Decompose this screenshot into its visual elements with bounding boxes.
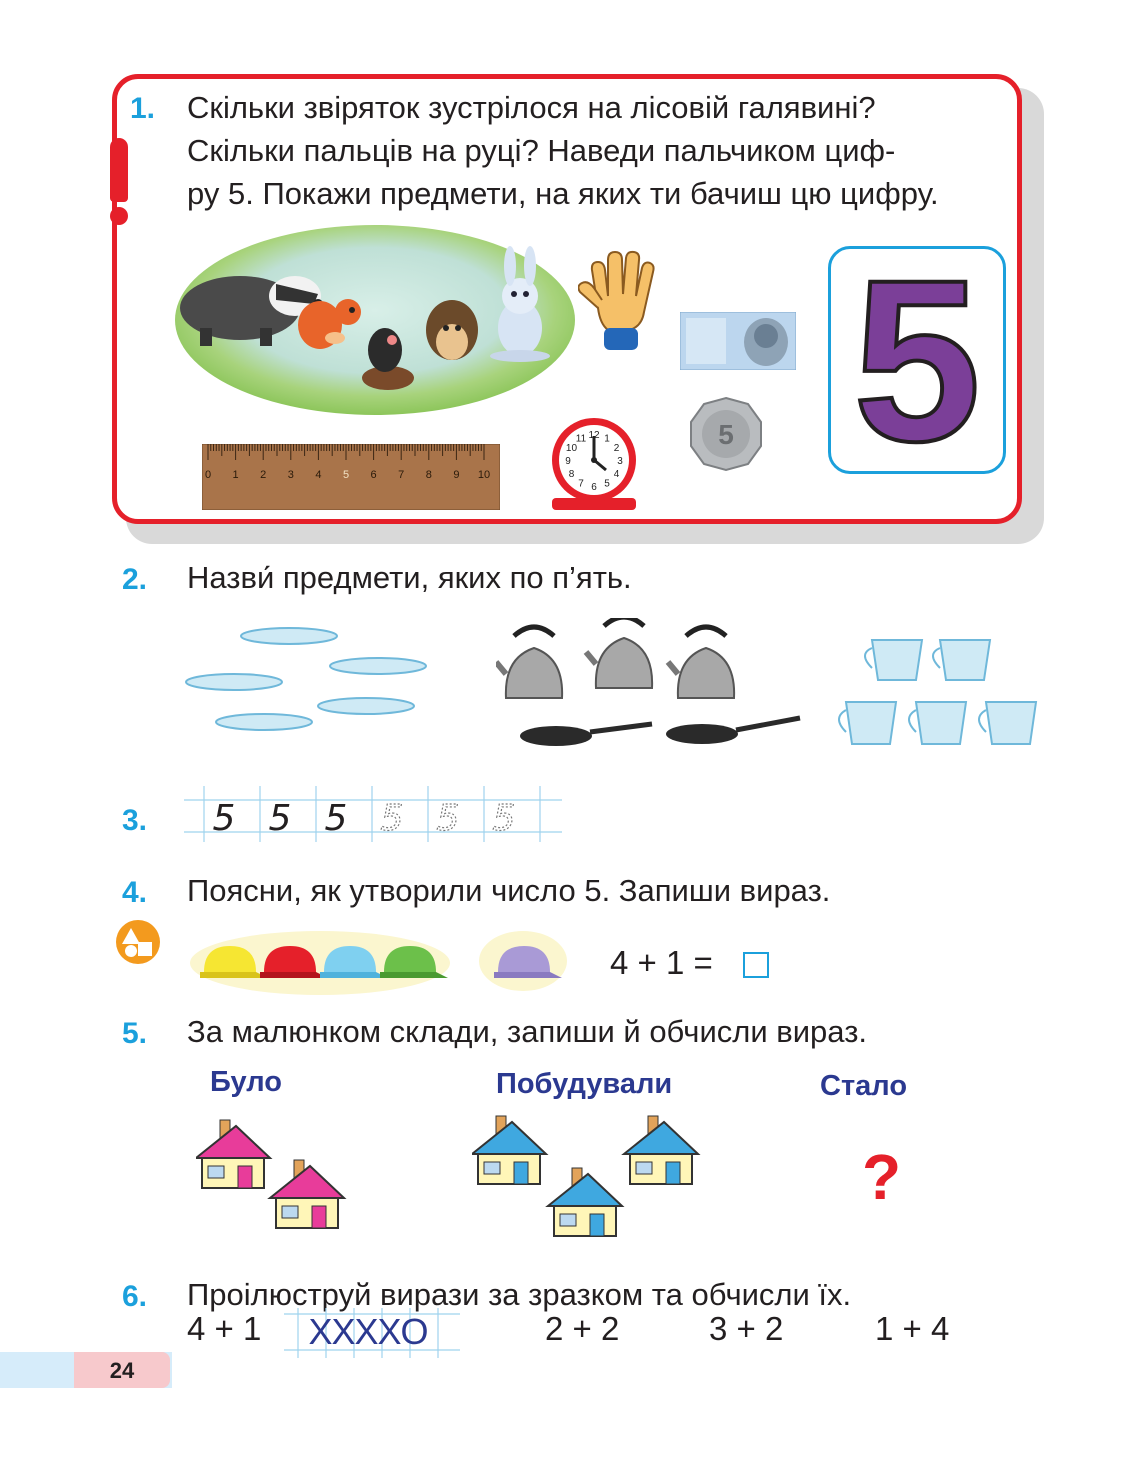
clock-number: 5 bbox=[604, 478, 610, 490]
task2-text: Назви́ предмети, яких по п’ять. bbox=[187, 560, 632, 595]
task1-number: 1. bbox=[130, 92, 156, 125]
plate-icon bbox=[330, 658, 426, 674]
frying-pan-icon bbox=[666, 718, 800, 744]
sample-digit: 5 bbox=[324, 798, 348, 839]
ruler-label: 5 bbox=[342, 469, 350, 481]
caps-group-one bbox=[478, 930, 568, 992]
page-number: 24 bbox=[109, 1358, 135, 1383]
ruler-label: 1 bbox=[232, 469, 239, 481]
cup-icon bbox=[865, 640, 922, 680]
frying-pan-icon bbox=[520, 724, 652, 746]
cup-icon bbox=[839, 702, 896, 744]
trace-digit: 5 bbox=[492, 798, 516, 839]
answer-box[interactable] bbox=[743, 952, 769, 978]
house-icon-blue bbox=[624, 1116, 698, 1184]
houses-was bbox=[196, 1110, 356, 1240]
plate-icon bbox=[241, 628, 337, 644]
clock-number: 12 bbox=[588, 430, 600, 441]
cups-group bbox=[832, 634, 1042, 750]
clock-number: 8 bbox=[568, 469, 575, 480]
clock-number: 9 bbox=[565, 456, 571, 467]
kettle-icon bbox=[668, 627, 734, 698]
label-built: Побудували bbox=[496, 1068, 673, 1100]
sample-illustration-grid bbox=[284, 1308, 460, 1358]
ruler-icon bbox=[202, 444, 500, 510]
hand-icon bbox=[578, 248, 662, 352]
clock-number: 3 bbox=[617, 456, 623, 467]
kettle-icon bbox=[496, 627, 562, 698]
ruler-label: 3 bbox=[287, 469, 294, 481]
task6-text: Проілюструй вирази за зразком та обчисли їх. bbox=[187, 1277, 852, 1312]
sample-digit: 5 bbox=[268, 798, 292, 839]
label-became: Стало bbox=[820, 1070, 908, 1102]
ruler-label: 2 bbox=[260, 469, 267, 481]
cup-icon bbox=[909, 702, 966, 744]
task5-number: 5. bbox=[122, 1017, 148, 1050]
caps-group-four bbox=[190, 930, 452, 996]
task6-number: 6. bbox=[122, 1280, 148, 1313]
big-digit: 5 bbox=[853, 232, 981, 489]
task5-text: За малюнком склади, запиши й обчисли вираз. bbox=[187, 1014, 868, 1049]
task2-number: 2. bbox=[122, 563, 148, 596]
forest-meadow-illustration bbox=[170, 220, 580, 420]
clock-number: 6 bbox=[591, 482, 597, 493]
plate-icon bbox=[186, 674, 282, 690]
kettle-icon bbox=[586, 618, 652, 688]
house-icon-blue bbox=[472, 1116, 546, 1184]
task6-sample-expression: 4 + 1 bbox=[187, 1310, 262, 1347]
ruler-label: 6 bbox=[370, 469, 377, 481]
exclamation-icon bbox=[110, 138, 128, 202]
plates-group bbox=[184, 624, 434, 744]
trace-digit: 5 bbox=[380, 798, 404, 839]
task6-exercise-1: 2 + 2 bbox=[545, 1310, 620, 1347]
task1-line-2: Скільки пальців на руці? Наведи пальчиком циф- bbox=[187, 133, 896, 168]
task1-line-1: Скільки звіряток зустрілося на лісовій галявині? bbox=[187, 90, 876, 125]
shapes-icon bbox=[114, 918, 162, 966]
task6-exercise-3: 1 + 4 bbox=[875, 1310, 950, 1347]
cup-icon bbox=[933, 640, 990, 680]
task4-number: 4. bbox=[122, 876, 148, 909]
trace-digit: 5 bbox=[436, 798, 460, 839]
label-was: Було bbox=[210, 1066, 282, 1098]
big-digit-card bbox=[828, 232, 1006, 489]
clock-number: 1 bbox=[604, 433, 610, 445]
ruler-label: 10 bbox=[477, 469, 491, 481]
clock-number: 4 bbox=[613, 469, 620, 480]
clock-number: 10 bbox=[565, 443, 578, 454]
task3-number: 3. bbox=[122, 804, 148, 837]
kettles-and-pans-group bbox=[496, 618, 806, 752]
house-icon-pink bbox=[270, 1160, 344, 1228]
task4-text: Поясни, як утворили число 5. Запиши вираз. bbox=[187, 873, 831, 908]
alarm-clock-icon bbox=[546, 414, 642, 514]
plate-icon bbox=[318, 698, 414, 714]
task4-expression: 4 + 1 = bbox=[610, 944, 713, 981]
house-icon-blue bbox=[548, 1168, 622, 1236]
clock-number: 11 bbox=[575, 433, 587, 445]
ruler-label: 9 bbox=[453, 469, 460, 481]
hedgehog-icon bbox=[426, 300, 478, 360]
coin-icon bbox=[688, 396, 764, 472]
ruler-label: 8 bbox=[425, 469, 432, 481]
task6-exercise-2: 3 + 2 bbox=[709, 1310, 784, 1347]
sample-marks: XXXXO bbox=[308, 1311, 428, 1352]
houses-built bbox=[472, 1106, 722, 1246]
handwriting-grid bbox=[184, 786, 564, 842]
banknote-icon bbox=[680, 312, 796, 370]
house-icon-pink bbox=[196, 1120, 270, 1188]
ruler-label: 0 bbox=[204, 469, 212, 481]
task1-line-3: ру 5. Покажи предмети, на яких ти бачиш цю цифру. bbox=[187, 176, 939, 211]
coin-digit: 5 bbox=[718, 419, 734, 450]
cup-icon bbox=[979, 702, 1036, 744]
question-mark: ? bbox=[862, 1141, 902, 1213]
ruler-label: 7 bbox=[398, 469, 405, 481]
plate-icon bbox=[216, 714, 312, 730]
clock-number: 7 bbox=[578, 478, 584, 490]
exclamation-dot-icon bbox=[110, 207, 128, 225]
ruler-label: 4 bbox=[315, 469, 322, 481]
sample-digit: 5 bbox=[212, 798, 236, 839]
clock-number: 2 bbox=[613, 443, 620, 454]
